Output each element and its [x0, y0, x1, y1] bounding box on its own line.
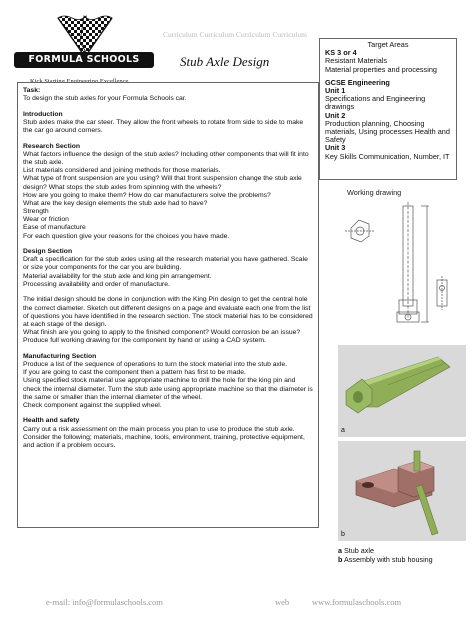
unit-name: Unit 2 [325, 110, 346, 120]
research-text: What factors influence the design of the stub axles? Including other components that will fit into the stub axle. List materials considered and joining methods for those materials. What type of front suspension are you using? Will that front suspension change the stub axle design? What stops the stub axles from spinning with the wheels? How are you going to make them? How do car manufacturers solve the problems? What are the key design elements the stub axle had to have? Strength Wear or friction Ease of manufacture For each question give your reasons for the choices you have made. [23, 150, 309, 240]
caption-a-text: Stub axle [342, 546, 374, 555]
caption-b-letter: b [338, 554, 343, 564]
footer-web-label: web [275, 597, 290, 607]
gcse-heading: GCSE Engineering [325, 77, 390, 87]
unit-name: Unit 1 [325, 86, 346, 96]
figure-caption [338, 547, 433, 564]
formula-schools-logo [8, 12, 158, 74]
curriculum-watermark: Curriculum Curriculum Curriculum Curriculum [163, 30, 307, 39]
ks-heading: KS 3 or 4 [325, 48, 357, 58]
ks-line: Resistant Materials [325, 56, 388, 66]
task-heading: Task: [23, 87, 41, 94]
assembly-render [338, 441, 466, 541]
design-heading: Design Section [23, 248, 73, 256]
manufacturing-text: Produce a list of the sequence of operations to turn the stock material into the stub axle. If you are going to cast the component then a pattern has first to be made. Using specified stock material use appropriate machine to drill the hole for the king pin and check the internal diameter. Turn the stub axle using appropriate machine so that the diameter is the same or smaller than the internal diameter of the wheel. Check component against the supplied wheel. [23, 361, 313, 409]
ks-line: Material properties and processing [325, 64, 437, 74]
unit-text: Key Skills Communication, Number, IT [325, 151, 450, 161]
manufacturing-heading: Manufacturing Section [23, 352, 97, 360]
caption-b-text: Assembly with stub housing [342, 554, 433, 564]
stub-axle-render [338, 345, 466, 437]
page-title: Stub Axle Design [180, 54, 270, 69]
stub-axle-figure [338, 345, 466, 437]
footer-web-link[interactable]: www.formulaschools.com [312, 597, 402, 607]
unit-text: Production planning, Choosing materials, Using processes Health and Safety [325, 118, 450, 145]
working-drawing-image [337, 200, 465, 340]
checkered-flags-icon [50, 12, 120, 56]
unit-text: Specifications and Engineering drawings [325, 94, 426, 112]
figure-b-letter: b [341, 531, 345, 538]
assembly-figure [338, 441, 466, 541]
health-safety-heading: Health and safety [23, 417, 80, 425]
research-heading: Research Section [23, 142, 81, 150]
figure-a-letter: a [341, 427, 345, 434]
caption-a-letter: a [338, 546, 342, 555]
footer-email[interactable]: e-mail: info@formulaschools.com [46, 597, 163, 607]
task-text: To design the stub axles for your Formula Schools car. [23, 95, 187, 103]
design-text: Draft a specification for the stub axles using all the research material you have gathered. Scale or size your components for the car you are building. Material availability for the stub axle and king pin arrangement. Processing availability and order of manufacture. [23, 256, 308, 288]
target-areas-title: Target Areas [367, 40, 409, 49]
working-drawing-label: Working drawing [347, 188, 402, 197]
unit-name: Unit 3 [325, 143, 346, 153]
task-box [17, 82, 319, 528]
introduction-heading: Introduction [23, 110, 63, 118]
design-text-continued: The initial design should be done in conjunction with the King Pin design to get the central hole the correct diameter. Sketch out different designs on a page and evaluate each one from the list of questions you have identified in the research section. The stock material has to be considered at each stage of the design. What finish are you going to apply to the finished component? Would corrosion be an issue? Produce full working drawing for the component by hand or using a CAD system. [23, 296, 313, 345]
health-safety-text: Carry out a risk assessment on the main process you plan to use to produce the stub axle. Consider the following; materials, machine, tools, environment, training, protective equipment, and action if a problem occurs. [23, 425, 305, 449]
logo-wordmark: FORMULA SCHOOLS [14, 52, 154, 68]
introduction-text: Stub axles make the car steer. They allow the front wheels to rotate from side to side to make the car go around corners. [23, 118, 304, 135]
target-areas-box [319, 38, 457, 180]
